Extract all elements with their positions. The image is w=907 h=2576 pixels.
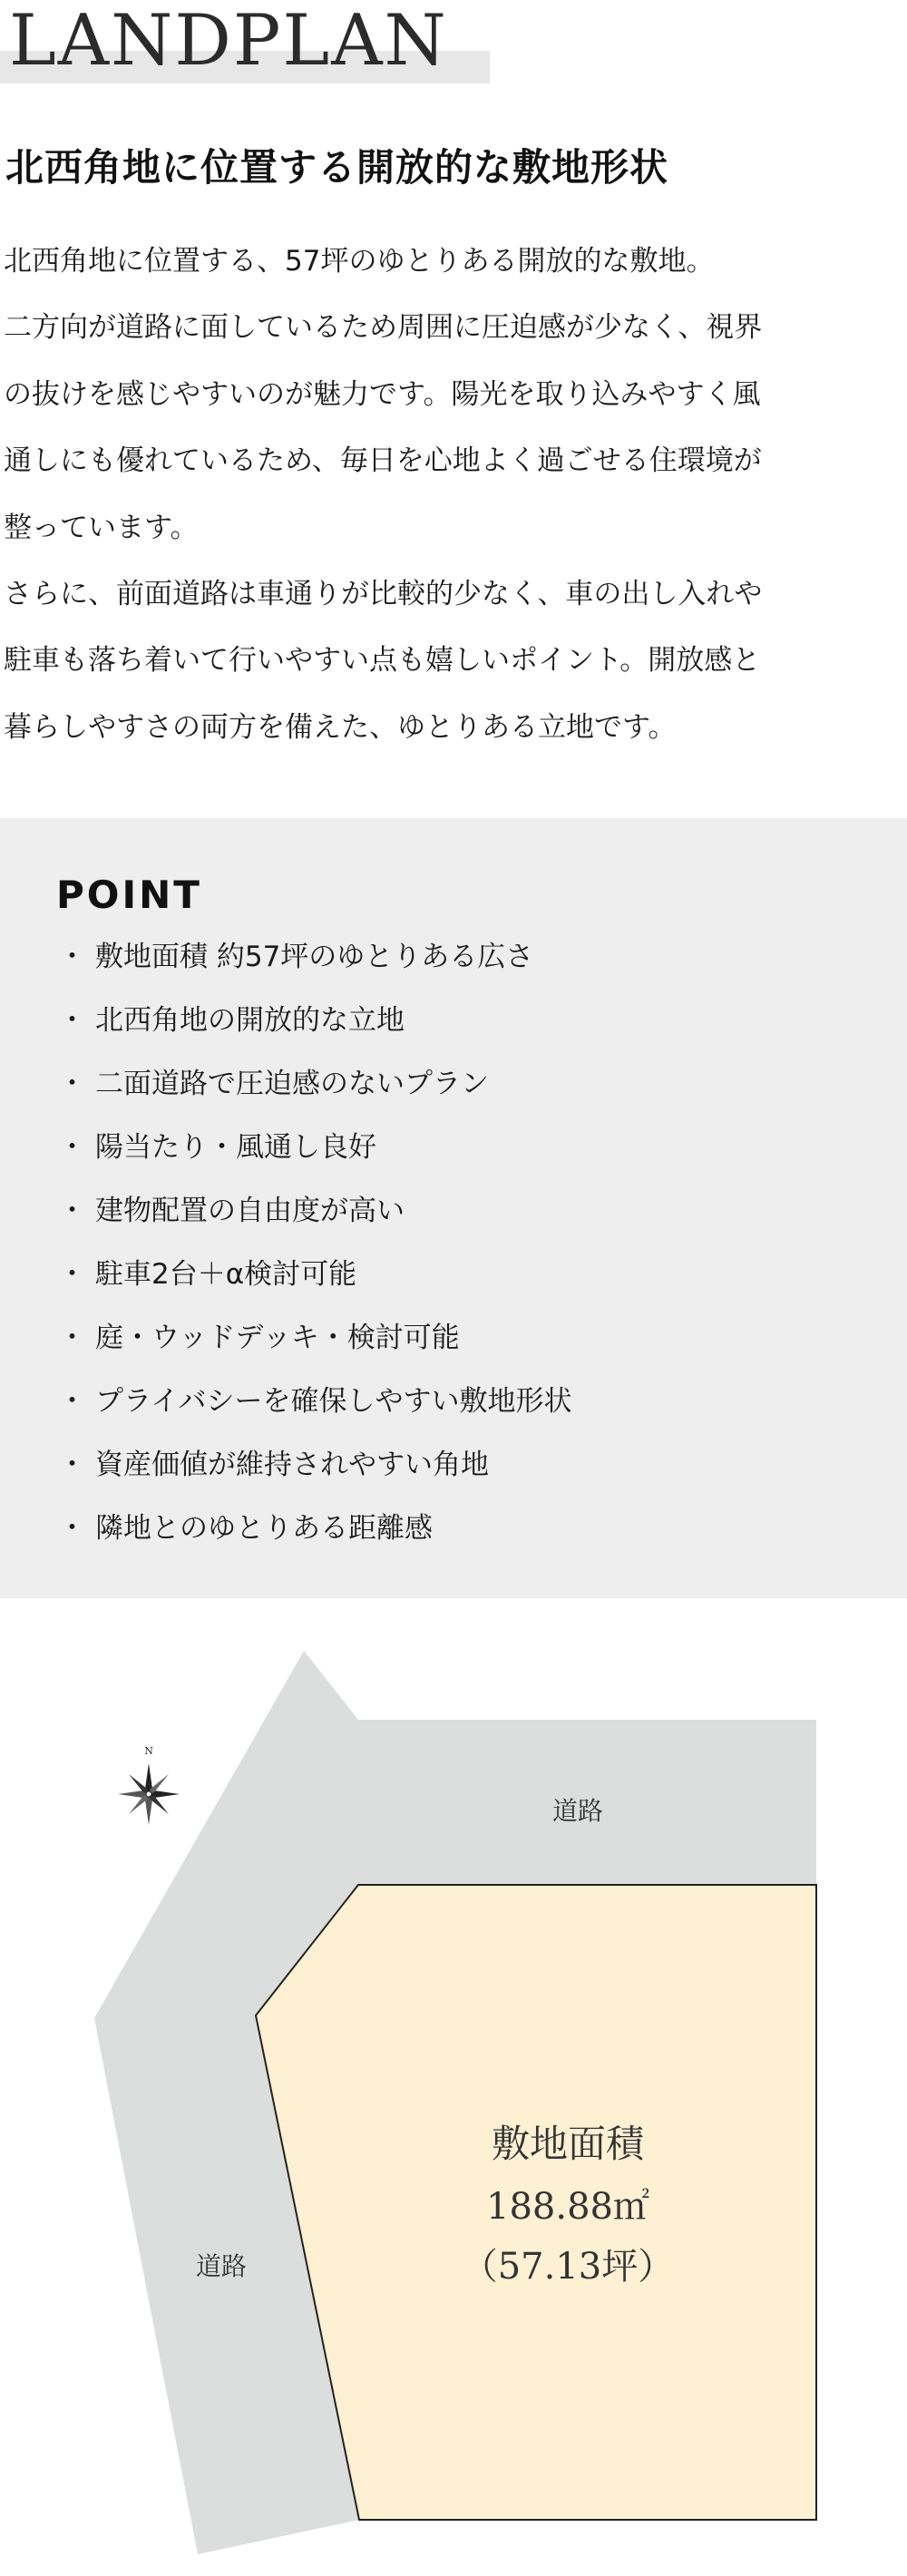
point-item-text: 北西角地の開放的な立地: [95, 1004, 405, 1037]
section-heading: 北西角地に位置する開放的な敷地形状: [5, 145, 669, 190]
bullet: ・: [58, 1068, 86, 1100]
description-text: [4, 229, 902, 761]
point-item-text: 資産価値が維持されやすい角地: [95, 1449, 489, 1481]
bullet: ・: [58, 1258, 86, 1291]
road-left-label: 道路: [195, 2251, 248, 2281]
point-item: [58, 1052, 571, 1116]
bullet: ・: [58, 1322, 86, 1354]
description-line: 通しにも優れているため、毎日を心地よく過ごせる住環境が: [4, 444, 762, 478]
point-section: [0, 818, 907, 1598]
point-item-text: 隣地とのゆとりある距離感: [95, 1512, 433, 1545]
bullet: ・: [58, 1385, 86, 1418]
description-line: 二方向が道路に面しているため周囲に圧迫感が少なく、視界: [4, 311, 763, 345]
point-item: [58, 1306, 571, 1370]
bullet: ・: [58, 1004, 86, 1037]
point-item-text: 駐車2台＋α検討可能: [95, 1258, 357, 1291]
point-item-text: 二面道路で圧迫感のないプラン: [95, 1068, 489, 1100]
bullet: ・: [58, 1449, 86, 1481]
bullet: ・: [58, 1195, 86, 1227]
point-item-text: 建物配置の自由度が高い: [95, 1195, 405, 1227]
description-line: の抜けを感じやすいのが魅力です。陽光を取り込みやすく風: [4, 377, 761, 411]
point-item: [58, 1116, 571, 1179]
point-item: [58, 1370, 571, 1433]
point-item-text: 陽当たり・風通し良好: [95, 1131, 376, 1164]
description-line: 駐車も落ち着いて行いやすい点も嬉しいポイント。開放感と: [4, 644, 761, 678]
compass-north-label: N: [144, 1745, 153, 1757]
point-item-text: 庭・ウッドデッキ・検討可能: [95, 1322, 460, 1354]
description-line: 整っています。: [4, 511, 199, 544]
lot-area-tsubo: （57.13坪）: [461, 2246, 675, 2288]
road-top-label: 道路: [551, 1796, 604, 1826]
compass-icon: [118, 1745, 180, 1825]
point-item: [58, 989, 571, 1052]
description-line: 暮らしやすさの両方を備えた、ゆとりある立地です。: [4, 710, 677, 744]
bullet: ・: [58, 1131, 86, 1164]
title-block: [0, 0, 490, 83]
bullet: ・: [58, 1512, 86, 1545]
point-list: [58, 925, 571, 1560]
point-item-text: 敷地面積 約57坪のゆとりある広さ: [95, 941, 534, 973]
description-line: さらに、前面道路は車通りが比較的少なく、車の出し入れや: [4, 578, 763, 611]
page-title: LANDPLAN: [9, 0, 448, 82]
lot-area-sqm: 188.88㎡: [486, 2186, 649, 2228]
point-item: [58, 1433, 571, 1497]
description-line: 北西角地に位置する、57坪のゆとりある開放的な敷地。: [4, 245, 715, 278]
site-plan-svg: [0, 1598, 907, 2576]
point-item: [58, 925, 571, 989]
point-title: POINT: [56, 873, 202, 917]
point-item-text: プライバシーを確保しやすい敷地形状: [95, 1385, 572, 1418]
bullet: ・: [58, 941, 86, 973]
point-item: [58, 1243, 571, 1306]
site-plan-map: [0, 1598, 907, 2576]
point-item: [58, 1497, 571, 1560]
point-item: [58, 1179, 571, 1243]
lot-area-label: 敷地面積: [491, 2122, 645, 2166]
